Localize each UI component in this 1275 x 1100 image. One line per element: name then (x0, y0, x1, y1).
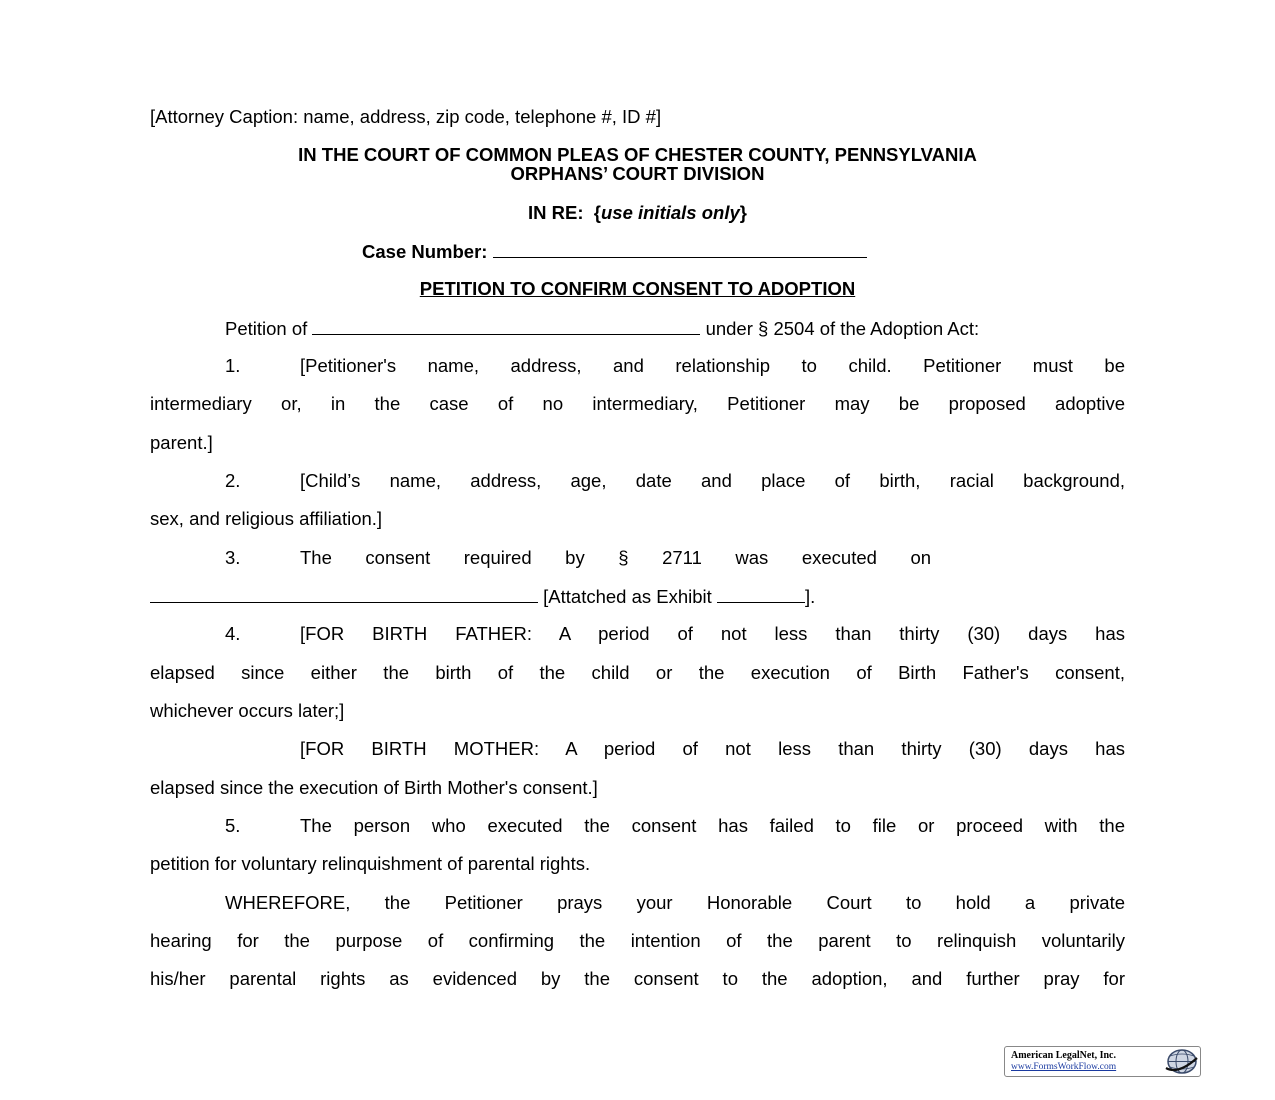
in-re-line: IN RE: {use initials only} (528, 202, 747, 223)
para5-line1 (150, 815, 1125, 837)
para1-number: 1. (225, 355, 241, 376)
para4b-line2: elapsed since the execution of Birth Mother's consent.] (150, 777, 598, 798)
logo-company-name: American LegalNet, Inc. (1011, 1050, 1116, 1061)
para1-text1: [Petitioner's name, address, and relationship to child. Petitioner must be (300, 355, 1125, 376)
case-number-line (362, 240, 1125, 263)
title-text: PETITION TO CONFIRM CONSENT TO ADOPTION (419, 278, 856, 299)
para3-line2 (150, 585, 1125, 608)
para1-line3: parent.] (150, 432, 213, 453)
petition-of-line (150, 317, 1125, 340)
para4-line2: elapsed since either the birth of the child or the execution of Birth Father's consent, (150, 662, 1125, 683)
american-legalnet-logo[interactable] (1004, 1046, 1201, 1077)
para2-text1: [Child’s name, address, age, date and place of birth, racial background, (300, 470, 1125, 491)
para5-text1: The person who executed the consent has failed to file or proceed with the (300, 815, 1125, 836)
para3-line1 (150, 547, 1125, 569)
para5-number: 5. (225, 815, 241, 836)
para3-end: ]. (804, 586, 816, 607)
court-heading-line2: ORPHANS’ COURT DIVISION (510, 163, 765, 184)
para5-line2: petition for voluntary relinquishment of parental rights. (150, 853, 591, 874)
consent-date-blank[interactable] (150, 585, 538, 603)
case-number-blank[interactable] (493, 240, 867, 258)
para3-text1: The consent required by § 2711 was executed on (300, 547, 932, 568)
wherefore-line2: hearing for the purpose of confirming the intention of the parent to relinquish voluntarily (150, 930, 1125, 951)
para4-number: 4. (225, 623, 241, 644)
para3-attached: [Attatched as Exhibit (543, 586, 712, 607)
document-title (150, 278, 1125, 300)
para2-line1 (150, 470, 1125, 492)
para2-number: 2. (225, 470, 241, 491)
para4-text1: [FOR BIRTH FATHER: A period of not less than thirty (30) days has (300, 623, 1125, 644)
court-heading-line1: IN THE COURT OF COMMON PLEAS OF CHESTER COUNTY, PENNSYLVANIA (298, 144, 977, 165)
globe-icon (1164, 1048, 1198, 1075)
para4-line3: whichever occurs later;] (150, 700, 345, 721)
logo-website-link[interactable]: www.FormsWorkFlow.com (1011, 1062, 1117, 1072)
para3-number: 3. (225, 547, 241, 568)
attorney-caption: [Attorney Caption: name, address, zip code, telephone #, ID #] (150, 106, 662, 127)
wherefore-line1: WHEREFORE, the Petitioner prays your Honorable Court to hold a private (225, 892, 1125, 913)
in-re-label: IN RE: (528, 202, 584, 223)
exhibit-blank[interactable] (717, 585, 805, 603)
para4b-line1: [FOR BIRTH MOTHER: A period of not less than thirty (30) days has (300, 738, 1125, 759)
para1-line1 (150, 355, 1125, 377)
para2-line2: sex, and religious affiliation.] (150, 508, 383, 529)
petition-of-prefix: Petition of (225, 318, 308, 339)
in-re-value: use initials only (600, 202, 740, 223)
petition-of-suffix: under § 2504 of the Adoption Act: (705, 318, 980, 339)
wherefore-line3: his/her parental rights as evidenced by the consent to the adoption, and further pray for (150, 968, 1125, 989)
petitioner-name-blank[interactable] (312, 317, 700, 335)
case-number-label: Case Number: (362, 241, 488, 262)
para1-line2: intermediary or, in the case of no intermediary, Petitioner may be proposed adoptive (150, 393, 1125, 414)
para4-line1 (150, 623, 1125, 645)
